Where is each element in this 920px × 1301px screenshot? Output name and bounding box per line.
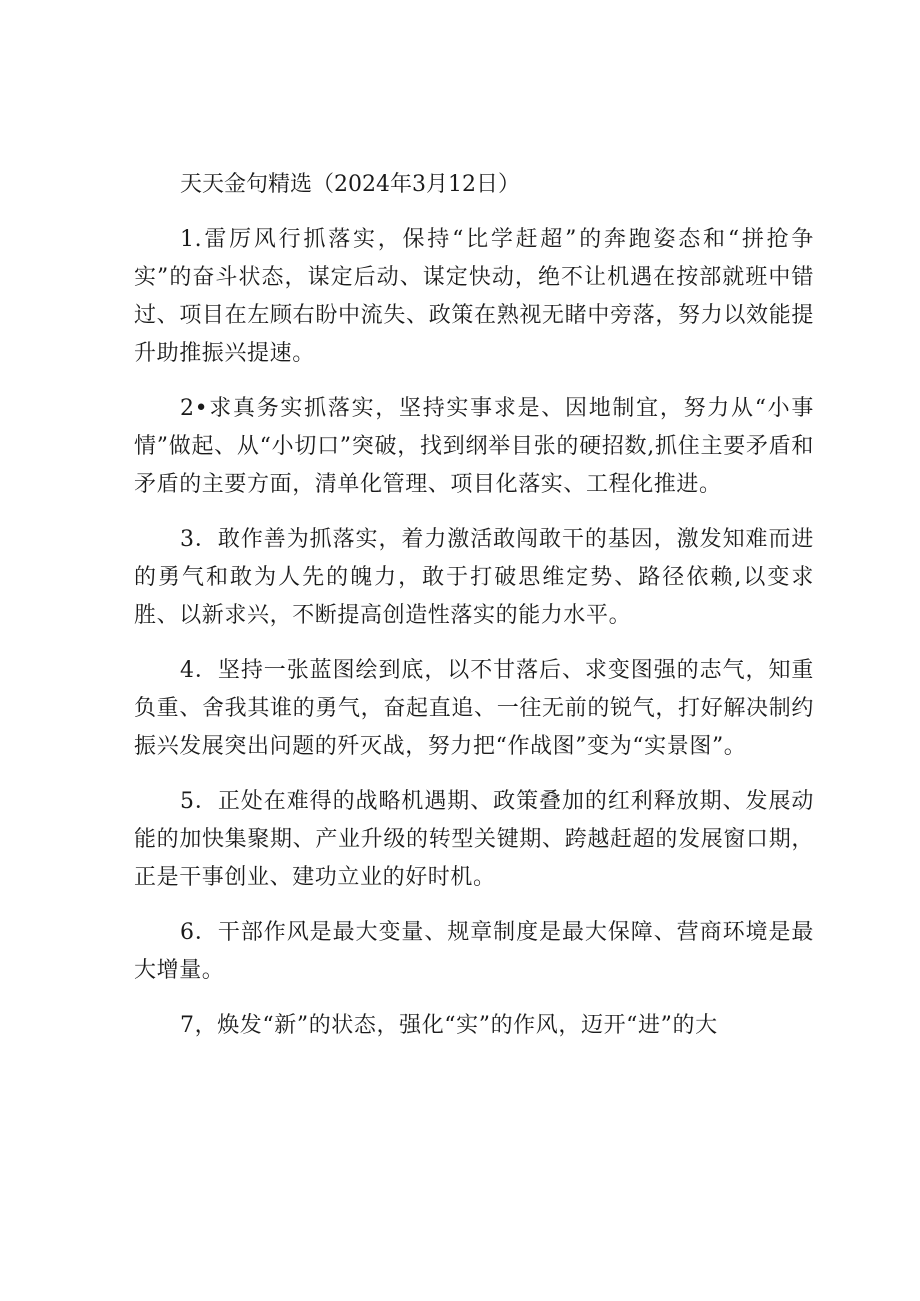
paragraph-6: 6．干部作风是最大变量、规章制度是最大保障、营商环境是最大增量。: [134, 920, 814, 983]
paragraph-7: 7，焕发“新”的状态，强化“实”的作风，迈开“进”的大: [180, 1013, 718, 1038]
paragraph-3: 3．敢作善为抓落实，着力激活敢闯敢干的基因，激发知难而进的勇气和敢为人先的魄力，敢于打破思维定势、路径依赖,以变求胜、以新求兴，不断提高创造性落实的能力水平。: [134, 527, 814, 628]
paragraph-1: 1.雷厉风行抓落实，保持“比学赶超”的奔跑姿态和“拼抢争实”的奋斗状态，谋定后动、谋定快动，绝不让机遇在按部就班中错过、项目在左顾右盼中流失、政策在熟视无睹中旁落，努力以效能提升助推振兴提速。: [134, 227, 814, 366]
document-title: 天天金句精选（2024年3月12日）: [180, 172, 520, 197]
document-body: [134, 166, 814, 1045]
paragraph-5: 5．正处在难得的战略机遇期、政策叠加的红利释放期、发展动能的加快集聚期、产业升级的转型关键期、跨越赶超的发展窗口期，正是干事创业、建功立业的好时机。: [134, 789, 814, 890]
paragraph-2: 2•求真务实抓落实，坚持实事求是、因地制宜，努力从“小事情”做起、从“小切口”突破，找到纲举目张的硬招数,抓住主要矛盾和矛盾的主要方面，清单化管理、项目化落实、工程化推进。: [134, 396, 814, 497]
paragraph-4: 4．坚持一张蓝图绘到底，以不甘落后、求变图强的志气，知重负重、舍我其谁的勇气，奋起直追、一往无前的锐气，打好解决制约振兴发展突出问题的歼灭战，努力把“作战图”变为“实景图”。: [134, 658, 814, 759]
